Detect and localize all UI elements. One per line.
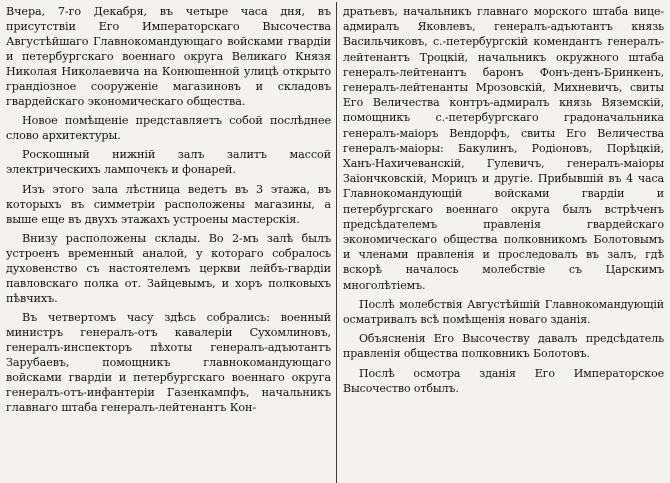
paragraph-warehouses: Внизу расположены склады. Во 2-мъ залѣ былъ устроенъ временный аналой, у котораго собралось духовенство съ настоятелемъ церкви лейбъ-гвардіи павловскаго полка от. Зайцевымъ, и хоръ полковыхъ пѣвчихъ. — [6, 231, 331, 305]
paragraph-opening: Вчера, 7-го Декабря, въ четыре часа дня, въ присутствіи Его Императорскаго Высочества Августѣйшаго Главнокомандующаго войсками гвардіи и петербургскаго военнаго округа Великаго Князя Николая Николаевича на Конюшенной улицѣ открыто грандіозное сооруженіе магазиновъ и складовъ гвардейскаго экономическаго общества. — [6, 5, 331, 109]
column-divider — [336, 2, 337, 483]
paragraph-staircase: Изъ этого зала лѣстница ведетъ въ 3 этажа, въ которыхъ въ симметріи расположены магазины, а выше еще въ двухъ этажахъ устроены мастерскія. — [6, 182, 331, 226]
paragraph-explanations: Объясненія Его Высочеству давалъ предсѣдатель правленія общества полковникъ Болотовъ. — [343, 332, 664, 361]
paragraph-lower-hall: Роскошный нижній залъ залитъ массой электрическихъ лампочекъ и фонарей. — [6, 148, 331, 177]
paragraph-departure: Послѣ осмотра зданія Его Императорское Высочество отбылъ. — [343, 366, 664, 395]
paragraph-attendees: Въ четвертомъ часу здѣсь собрались: военный министръ генералъ-отъ кавалеріи Сухомлиновъ, генералъ-инспекторъ пѣхоты генералъ-адъютантъ Зарубаевъ, помощникъ главнокомандующаго войсками гвардіи и петербургскаго военнаго округа генералъ-отъ-инфантеріи Газенкампфъ, начальникъ главнаго штаба генералъ-лейтенантъ Кон- — [6, 310, 331, 415]
right-column — [343, 4, 664, 483]
paragraph-inspection: Послѣ молебствія Августѣйшій Главнокомандующій осматривалъ всѣ помѣщенія новаго зданія. — [343, 297, 664, 327]
paragraph-new-premises: Новое помѣщеніе представляетъ собой послѣднее слово архитектуры. — [6, 114, 331, 143]
paragraph-attendees-continued: дратьевъ, начальникъ главнаго морского штаба вице-адмиралъ Яковлевъ, генералъ-адъютантъ князь Васильчиковъ, с.-петербургскій комендантъ генералъ-лейтенантъ Троцкій, начальникъ окружного штаба генералъ-лейтенантъ баронъ Фонъ-денъ-Бринкенъ, генералъ-лейтенанты Мрозовскій, Михневичъ, свиты Его Величества контръ-адмиралъ князь Вяземскій, помощникъ с.-петербургскаго градоначальника генералъ-маіоръ Вендорфъ, свиты Его Величества генералъ-маіоры: Бакулинъ, Родіоновъ, Порѣцкій, Ханъ-Нахичеванскій, Гулевичъ, генералъ-маіоры Заіончковскій, Морицъ и другіе. Прибывшій въ 4 часа Главнокомандующій войсками гвардіи и петербургскаго военнаго округа былъ встрѣченъ предсѣдателемъ правленія гвардейскаго экономическаго общества полковникомъ Болотовымъ и членами правленія и проследовалъ въ залъ, гдѣ вскорѣ началось молебствіе съ Царскимъ многолѣтіемъ. — [343, 5, 664, 292]
left-column — [6, 4, 331, 483]
